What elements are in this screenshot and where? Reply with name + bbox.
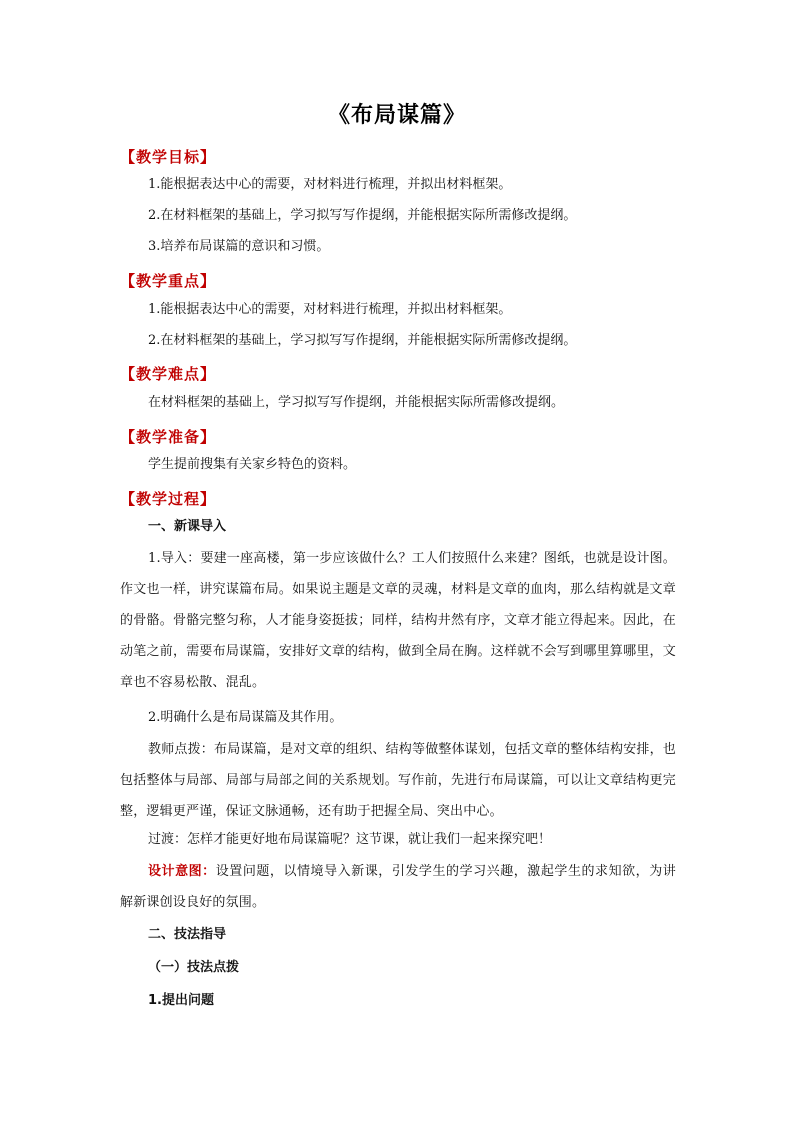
- objective-item-3: 3.培养布局谋篇的意识和习惯。: [148, 239, 330, 254]
- key-point-item-1: 1.能根据表达中心的需要，对材料进行梳理，并拟出材料框架。: [148, 302, 512, 317]
- design-intent-label: 设计意图：: [148, 864, 216, 879]
- difficulties-text: 在材料框架的基础上，学习拟写写作提纲，并能根据实际所需修改提纲。: [148, 395, 565, 410]
- section-technique-title: 二、技法指导: [148, 927, 227, 942]
- key-points-heading: 【教学重点】: [120, 272, 217, 290]
- design-intent-paragraph: [120, 856, 676, 918]
- objectives-heading: 【教学目标】: [120, 148, 217, 166]
- design-intent-text: 设置问题，以情境导入新课，引发学生的学习兴趣，激起学生的求知欲，为讲解新课创设良好的氛围。: [120, 864, 676, 910]
- preparation-heading: 【教学准备】: [120, 428, 217, 446]
- intro-paragraph: 1.导入：要建一座高楼，第一步应该做什么？工人们按照什么来建？图纸，也就是设计图。作文也一样，讲究谋篇布局。如果说主题是文章的灵魂，材料是文章的血肉，那么结构就是文章的骨骼。骨骼完整匀称，人才能身姿挺拔；同样，结构井然有序，文章才能立得起来。因此，在动笔之前，需要布局谋篇，安排好文章的结构，做到全局在胸。这样就不会写到哪里算哪里，文章也不容易松散、混乱。: [120, 551, 676, 690]
- teacher-guidance-paragraph: 教师点拨：布局谋篇，是对文章的组织、结构等做整体谋划，包括文章的整体结构安排，也包括整体与局部、局部与局部之间的关系规划。写作前，先进行布局谋篇，可以让文章结构更完整，逻辑更严谨，保证文脉通畅，还有助于把握全局、突出中心。: [120, 742, 677, 819]
- process-heading: 【教学过程】: [120, 490, 217, 508]
- key-point-item-2: 2.在材料框架的基础上，学习拟写写作提纲，并能根据实际所需修改提纲。: [148, 333, 577, 348]
- page-title: 《布局谋篇》: [327, 103, 466, 128]
- preparation-text: 学生提前搜集有关家乡特色的资料。: [148, 457, 357, 472]
- objective-item-2: 2.在材料框架的基础上，学习拟写写作提纲，并能根据实际所需修改提纲。: [148, 208, 577, 223]
- subsection-technique-tips-title: （一）技法点拨: [148, 960, 240, 975]
- difficulties-heading: 【教学难点】: [120, 365, 217, 383]
- objective-item-1: 1.能根据表达中心的需要，对材料进行梳理，并拟出材料框架。: [148, 177, 512, 192]
- section-new-lesson-title: 一、新课导入: [148, 519, 227, 534]
- define-paragraph: 2.明确什么是布局谋篇及其作用。: [148, 710, 343, 725]
- item-raise-question-title: 1.提出问题: [148, 993, 214, 1008]
- transition-paragraph: 过渡：怎样才能更好地布局谋篇呢？这节课，就让我们一起来探究吧！: [148, 832, 552, 847]
